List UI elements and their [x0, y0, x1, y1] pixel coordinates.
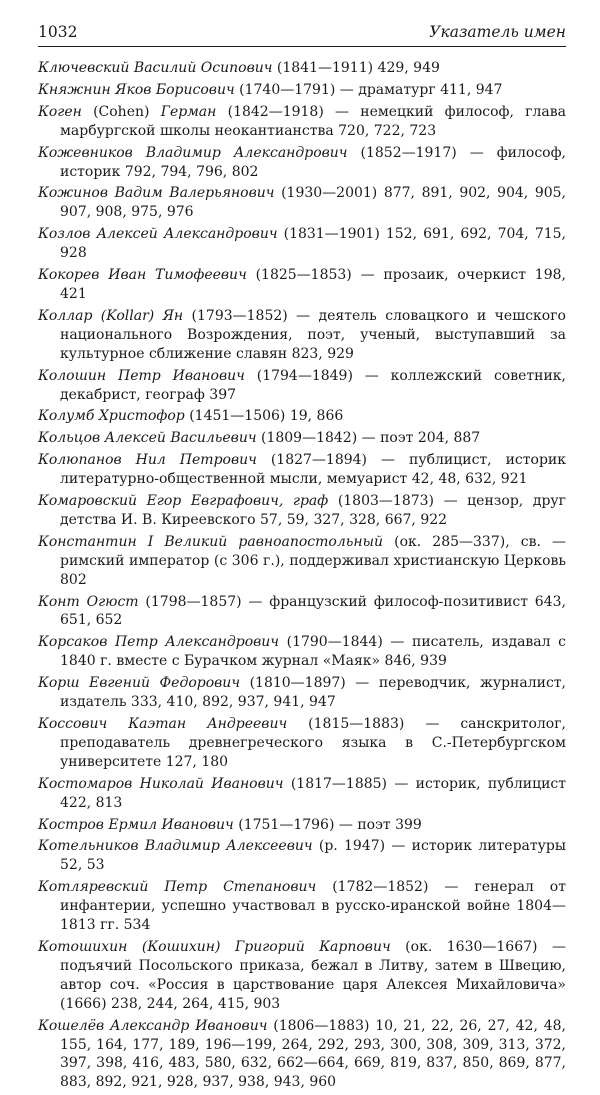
entry-details: (1782—1852) — генерал от инфантерии, успешно участвовал в русско-иранской войне 1804—1813 гг. 534 [60, 879, 566, 934]
index-entry [38, 938, 566, 1014]
entry-details: (1798—1857) — французский философ-позитивист 643, 651, 652 [60, 593, 566, 629]
entry-details: (ок. 285—337), св. — римский император (с 306 г.), поддерживал христианскую Церковь 802 [60, 533, 566, 588]
index-entry [38, 1017, 566, 1093]
entry-details: (1817—1885) — историк, публицист 422, 813 [60, 775, 566, 811]
index-entry [38, 184, 566, 222]
entry-details: (1815—1883) — санскритолог, преподаватель древнегреческого языка в С.-Петербургском университете 127, 180 [60, 716, 566, 770]
entry-details: (1751—1796) — поэт 399 [233, 816, 422, 833]
entry-details: (1794—1849) — коллежский советник, декабрист, географ 397 [60, 367, 566, 403]
index-entry [38, 81, 566, 100]
index-entry [38, 775, 566, 813]
entry-details: (1803—1873) — цензор, друг детства И. В. Киреевского 57, 59, 327, 328, 667, 922 [60, 493, 566, 528]
index-entry [38, 103, 566, 141]
entry-name: Константин I Великий равноапостольный [38, 533, 384, 550]
entry-details: (1841—1911) 429, 949 [272, 60, 440, 76]
index-entry [38, 593, 566, 631]
entry-name: Коллар (Kollar) Ян [38, 307, 184, 324]
index-entry [38, 59, 566, 78]
entry-name: Корш Евгений Федорович [38, 675, 241, 692]
entry-name: Комаровский Егор Евграфович, граф [38, 493, 329, 510]
index-entry [38, 307, 566, 364]
entry-details: (1827—1894) — публицист, историк литературно-общественной мысли, мемуарист 42, 48, 632, 921 [60, 452, 566, 488]
entry-alt-name: (Cohen) [81, 103, 161, 120]
entry-name: Котляревский Петр Степанович [38, 879, 317, 896]
entry-name: Кольцов Алексей Васильевич [38, 430, 257, 447]
index-entry [38, 266, 566, 304]
entry-name: Колошин Петр Иванович [38, 367, 245, 384]
entry-name: Кошелёв Александр Иванович [38, 1017, 268, 1034]
entry-details: (ок. 1630—1667) — подъячий Посольского приказа, бежал в Литву, затем в Швецию, автор соч. «Россия в царствование царя Алексея Михайловича» (1666) 238, 244, 264, 415, 903 [60, 938, 566, 1012]
entry-name: Кожинов Вадим Валерьянович [38, 185, 275, 202]
entry-details: (1825—1853) — прозаик, очеркист 198, 421 [60, 267, 566, 302]
index-entry [38, 407, 566, 426]
index-entry [38, 533, 566, 590]
entry-details: (1790—1844) — писатель, издавал с 1840 г. вместе с Бурачком журнал «Маяк» 846, 939 [60, 634, 566, 670]
entry-details: (1852—1917) — философ, историк 792, 794, 796, 802 [60, 144, 567, 180]
index-entry [38, 492, 566, 530]
entry-name: Костров Ермил Иванович [38, 816, 234, 833]
entry-name: Костомаров Николай Иванович [38, 775, 284, 792]
index-entry [38, 674, 566, 712]
index-entry [38, 837, 566, 875]
entry-name: Корсаков Петр Александрович [38, 634, 280, 651]
entry-name: Коссович Каэтан Андреевич [38, 716, 288, 732]
entry-details: (1740—1791) — драматург 411, 947 [234, 81, 503, 98]
entry-details: (р. 1947) — историк литературы 52, 53 [60, 838, 566, 874]
entry-details: (1930—2001) 877, 891, 902, 904, 905, 907, 908, 975, 976 [60, 185, 566, 221]
index-entry [38, 451, 566, 489]
entry-name-continued: Герман [160, 103, 217, 120]
entry-name: Конт Огюст [38, 593, 139, 610]
entry-name: Княжнин Яков Борисович [38, 81, 235, 98]
entry-name: Колумб Христофор [38, 408, 185, 425]
entry-name: Ключевский Василий Осипович [38, 60, 273, 76]
index-entry [38, 144, 566, 182]
entry-name: Коген [38, 103, 82, 120]
entry-name: Козлов Алексей Александрович [38, 226, 278, 243]
entry-name: Котельников Владимир Алексеевич [38, 838, 313, 855]
index-page [38, 22, 566, 1095]
entry-details: (1810—1897) — переводчик, журналист, издатель 333, 410, 892, 937, 941, 947 [60, 675, 566, 711]
index-entry [38, 225, 566, 263]
entry-details: (1842—1918) — немецкий философ, глава марбургской школы неокантианства 720, 722, 723 [60, 103, 566, 139]
page-header [38, 22, 566, 47]
entry-details: (1831—1901) 152, 691, 692, 704, 715, 928 [60, 226, 566, 262]
section-title: Указатель имен [429, 23, 566, 41]
entry-details: (1793—1852) — деятель словацкого и чешского национального Возрождения, поэт, ученый, выступавший за культурное сближение славян 823, 929 [60, 307, 566, 362]
page-number: 1032 [38, 23, 78, 41]
index-entry [38, 429, 566, 448]
entry-name: Кожевников Владимир Александрович [38, 144, 348, 161]
entry-name: Котошихин (Кошихин) Григорий Карпович [38, 938, 391, 955]
entry-details: (1451—1506) 19, 866 [184, 408, 344, 425]
index-entries [38, 59, 566, 1092]
index-entry [38, 633, 566, 671]
entry-details: (1809—1842) — поэт 204, 887 [256, 430, 481, 447]
index-entry [38, 816, 566, 835]
entry-name: Колюпанов Нил Петрович [38, 452, 257, 469]
index-entry [38, 367, 566, 405]
entry-details: (1806—1883) 10, 21, 22, 26, 27, 42, 48, 155, 164, 177, 189, 196—199, 264, 292, 293, 300, 308, 309, 313, 372, 397, 398, 416, 483, 580, 632, 662—664, 669, 819, 837, 850, 869, 877, 883, 892, 921, 928, 937, 938, 943, 960 [60, 1017, 566, 1091]
entry-name: Кокорев Иван Тимофеевич [38, 267, 247, 284]
index-entry [38, 715, 566, 772]
index-entry [38, 878, 566, 935]
